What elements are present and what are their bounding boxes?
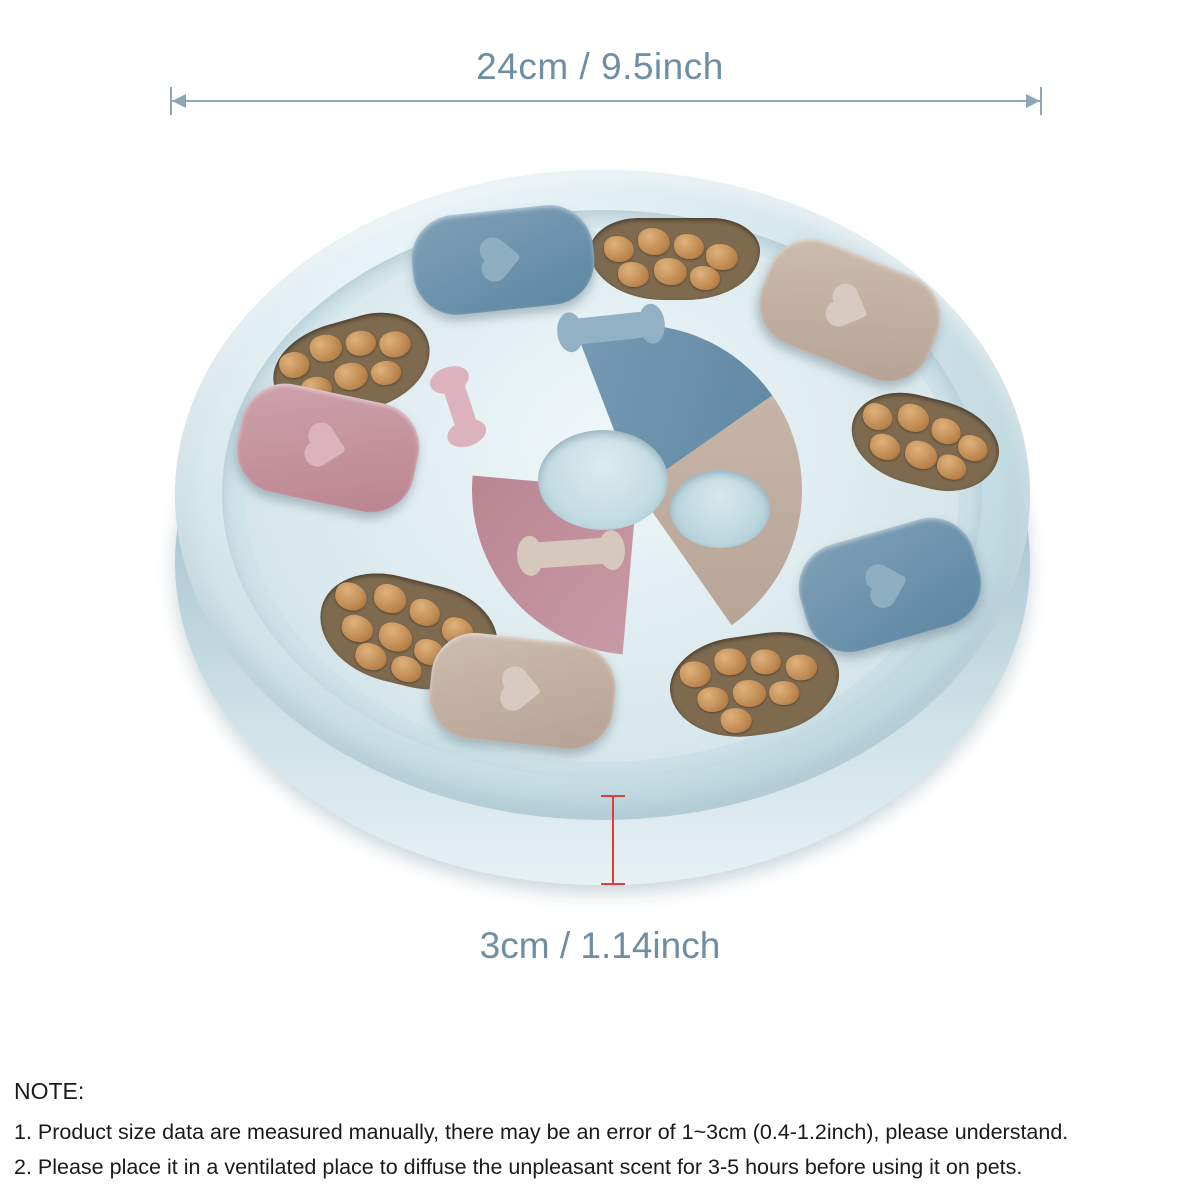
height-dimension-label: 3cm / 1.14inch: [479, 925, 721, 966]
height-dimension-line: [612, 795, 614, 885]
arrow-right-icon: [1026, 94, 1040, 108]
center-hole: [538, 430, 668, 530]
heart-icon: [485, 240, 522, 277]
arrow-left-icon: [172, 94, 186, 108]
note-line-2: 2. Please place it in a ventilated place to diffuse the unpleasant scent for 3-5 hours before using it on pets.: [14, 1154, 1023, 1179]
width-dimension-line: [170, 100, 1042, 102]
notes-section: [14, 1078, 1194, 1185]
heart-icon: [834, 292, 868, 326]
heart-icon: [872, 566, 907, 601]
heart-icon: [310, 428, 346, 464]
food-pocket-top: [590, 218, 760, 300]
secondary-hole: [670, 470, 770, 548]
note-line-1: 1. Product size data are measured manually, there may be an error of 1~3cm (0.4-1.2inch), please understand.: [14, 1120, 1069, 1144]
heart-icon: [504, 671, 541, 708]
width-dimension-label: 24cm / 9.5inch: [476, 46, 724, 87]
product-image: [150, 140, 1050, 900]
notes-title: NOTE:: [14, 1078, 85, 1104]
